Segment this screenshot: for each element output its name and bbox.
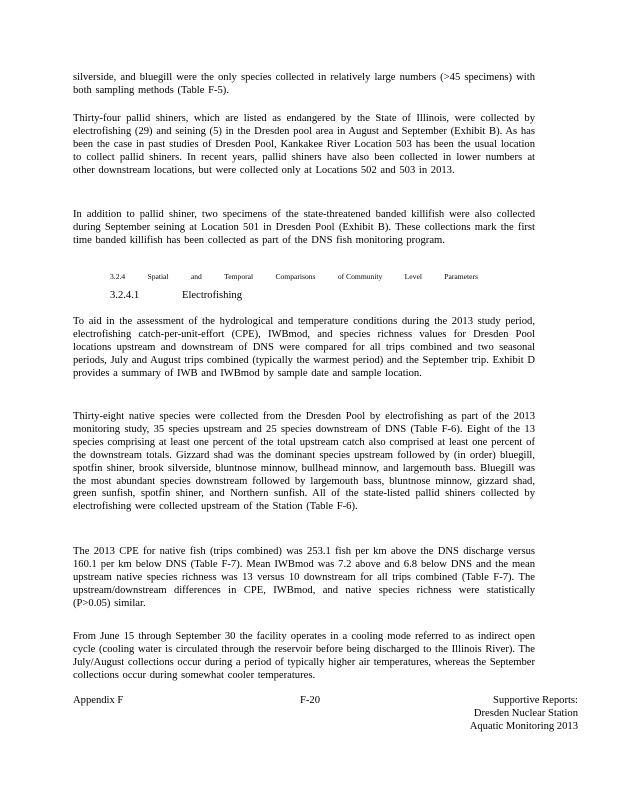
section-title: Electrofishing <box>182 290 243 301</box>
paragraph-cpe-results: The 2013 CPE for native fish (trips combined) was 253.1 fish per km above the DNS discharge versus 160.1 per km below DNS (Table F-7). Mean IWBmod was 7.2 above and 6.8 below DNS and the mean upstream native species richness was 13 versus 10 downstream for all trips combined (Table F-7). The upstream/downstream differences in CPE, IWBmod, and native species richness were statistically (P>0.05) similar. <box>73 546 535 609</box>
footer-line: Supportive Reports: <box>492 695 578 706</box>
paragraph-assessment-method: To aid in the assessment of the hydrological and temperature conditions during the 2013 study period, electrofishing catch-per-unit-effort (CPE), IWBmod, and species richness values for Dresden Pool locations upstream and downstream of DNS were compared for all trips combined and two seasonal periods, July and August trips combined (typically the warmest period) and the September trip. Exhibit D provides a summary of IWB and IWBmod by sample date and sample location. <box>73 316 535 379</box>
paragraph-species-summary: silverside, and bluegill were the only species collected in relatively large numbers (>45 specimens) with both sampling methods (Table F-5). <box>73 72 535 96</box>
heading-word: and <box>190 272 202 281</box>
section-heading-3-2-4-1 <box>110 290 242 303</box>
heading-word: Spatial <box>147 272 169 281</box>
paragraph-cooling-mode: From June 15 through September 30 the facility operates in a cooling mode referred to as indirect open cycle (cooling water is circulated through the reservoir before being discharged to the Illinois River). The July/August collections occur during a period of typically higher air temperatures, whereas the September collections occur during somewhat cooler temperatures. <box>73 631 535 681</box>
section-number: 3.2.4 <box>110 272 126 281</box>
heading-word: Level <box>404 272 422 281</box>
heading-word: Temporal <box>224 272 254 281</box>
heading-word: Comparisons <box>275 272 316 281</box>
section-number: 3.2.4.1 <box>110 290 140 301</box>
footer-page-number: F-20 <box>300 695 321 706</box>
footer-appendix: Appendix F <box>73 695 124 706</box>
heading-word: of Community <box>337 272 383 281</box>
heading-word: Parameters <box>444 272 478 281</box>
footer-line: Dresden Nuclear Station <box>473 707 578 719</box>
section-heading-3-2-4 <box>110 271 478 284</box>
paragraph-banded-killifish: In addition to pallid shiner, two specimens of the state-threatened banded killifish were also collected during September seining at Location 501 in Dresden Pool (Exhibit B). These collections mark the first time banded killifish has been collected as part of the DNS fish monitoring program. <box>73 209 535 246</box>
paragraph-native-species: Thirty-eight native species were collected from the Dresden Pool by electrofishing as part of the 2013 monitoring study, 35 species upstream and 25 species downstream of DNS (Table F-6). Eight of the 13 species comprising at least one percent of the total upstream catch also comprised at least one percent of the downstream totals. Gizzard shad was the dominant species upstream followed by (in order) bluegill, spotfin shiner, brook silverside, bluntnose minnow, bullhead minnow, and largemouth bass. Bluegill was the most abundant species downstream followed by largemouth bass, bluntnose minnow, gizzard shad, green sunfish, spotfin shiner, and Northern sunfish. All of the state-listed pallid shiners collected by electrofishing were collected upstream of the Station (Table F-6). <box>73 411 535 513</box>
footer-report-title <box>400 695 578 734</box>
paragraph-pallid-shiners: Thirty-four pallid shiners, which are listed as endangered by the State of Illinois, were collected by electrofishing (29) and seining (5) in the Dresden pool area in August and September (Exhibit B). As has been the case in past studies of Dresden Pool, Kankakee River Location 503 has been the usual location to collect pallid shiners. In recent years, pallid shiners have also been collected in lower numbers at other downstream locations, but were collected only at Locations 502 and 503 in 2013. <box>73 113 535 176</box>
footer-line: Aquatic Monitoring 2013 <box>469 720 578 732</box>
